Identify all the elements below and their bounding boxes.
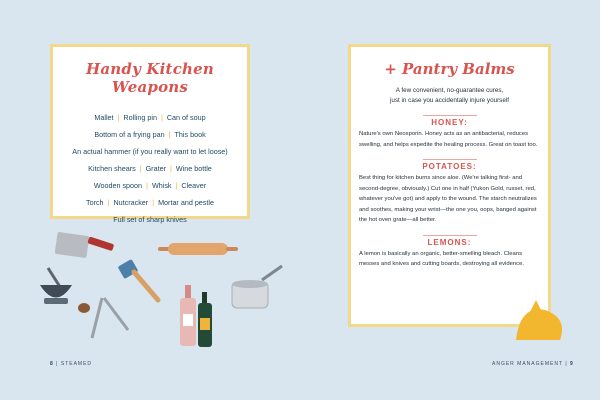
lemon-icon xyxy=(516,300,562,340)
tool-item: Can of soup xyxy=(166,113,206,122)
nutcracker-icon xyxy=(78,298,128,338)
tool-item: Kitchen shears xyxy=(88,164,136,173)
tool-item: An actual hammer (if you really want to let loose) xyxy=(72,147,228,156)
tool-item: Whisk xyxy=(151,181,172,190)
tool-item: Rolling pin xyxy=(123,113,157,122)
wine-bottle-icon xyxy=(180,285,212,347)
tool-item: Wooden spoon xyxy=(93,181,143,190)
page-number: 8 xyxy=(50,361,54,367)
tool-item: Bottom of a frying pan xyxy=(94,130,165,139)
intro-line: A few convenient, no-guarantee cures, xyxy=(395,87,504,94)
tool-item: Torch xyxy=(85,198,104,207)
tool-line: Torch | Nutcracker | Mortar and pestle xyxy=(85,198,214,207)
mallet-icon xyxy=(118,259,158,300)
tool-item: Mortar and pestle xyxy=(158,198,214,207)
footer-label: ANGER MANAGEMENT xyxy=(492,361,563,367)
tool-line: Bottom of a frying pan | This book xyxy=(94,130,206,139)
tool-item: Cleaver xyxy=(181,181,207,190)
tool-line: Kitchen shears | Grater | Wine bottle xyxy=(88,164,212,173)
pantry-balms-title: + Pantry Balms xyxy=(384,60,515,78)
section-text-honey: Nature's own Neosporin. Honey acts as an antibacterial, reduces swelling, and helps expedite the healing process. Great on toast too. xyxy=(359,131,538,148)
page-number: 9 xyxy=(570,361,574,367)
kitchen-weapons-title: Handy Kitchen Weapons xyxy=(86,60,214,96)
left-page-footer: 8 | STEAMED xyxy=(50,361,93,367)
footer-label: STEAMED xyxy=(60,361,93,367)
tool-item: Full set of sharp knives xyxy=(113,215,187,224)
mortar-pestle-icon xyxy=(40,268,72,304)
cleaver-icon xyxy=(55,232,115,258)
rolling-pin-icon xyxy=(158,243,238,255)
tool-item: Grater xyxy=(145,164,166,173)
tool-item: Nutcracker xyxy=(113,198,149,207)
section-text-lemons: A lemon is basically an organic, better-smelling bleach. Cleans messes and knives and cutting boards, destroying all evidence. xyxy=(359,250,525,267)
tool-line: Wooden spoon | Whisk | Cleaver xyxy=(93,181,207,190)
section-text-potatoes: Best thing for kitchen burns since aloe. (We're talking first- and second-degree, obviously.) Cut one in half (Yukon Gold, russet, red, whatever you've got) and apply to the wound. The starch neutralizes and soothes, making your wrist—the one you, oops, banged against the hot oven grate—all better. xyxy=(359,175,537,223)
tool-item: This book xyxy=(174,130,206,139)
frying-pan-icon xyxy=(232,266,282,308)
tool-item: Wine bottle xyxy=(175,164,212,173)
right-page-footer: ANGER MANAGEMENT | 9 xyxy=(492,361,574,367)
section-heading-potatoes: POTATOES: xyxy=(351,159,548,171)
intro-line: just in case you accidentally injure yourself xyxy=(389,97,509,104)
section-heading-lemons: LEMONS: xyxy=(351,235,548,247)
section-heading-honey: HONEY: xyxy=(351,115,548,127)
tool-line: Mallet | Rolling pin | Can of soup xyxy=(94,113,206,122)
tool-item: Mallet xyxy=(94,113,114,122)
